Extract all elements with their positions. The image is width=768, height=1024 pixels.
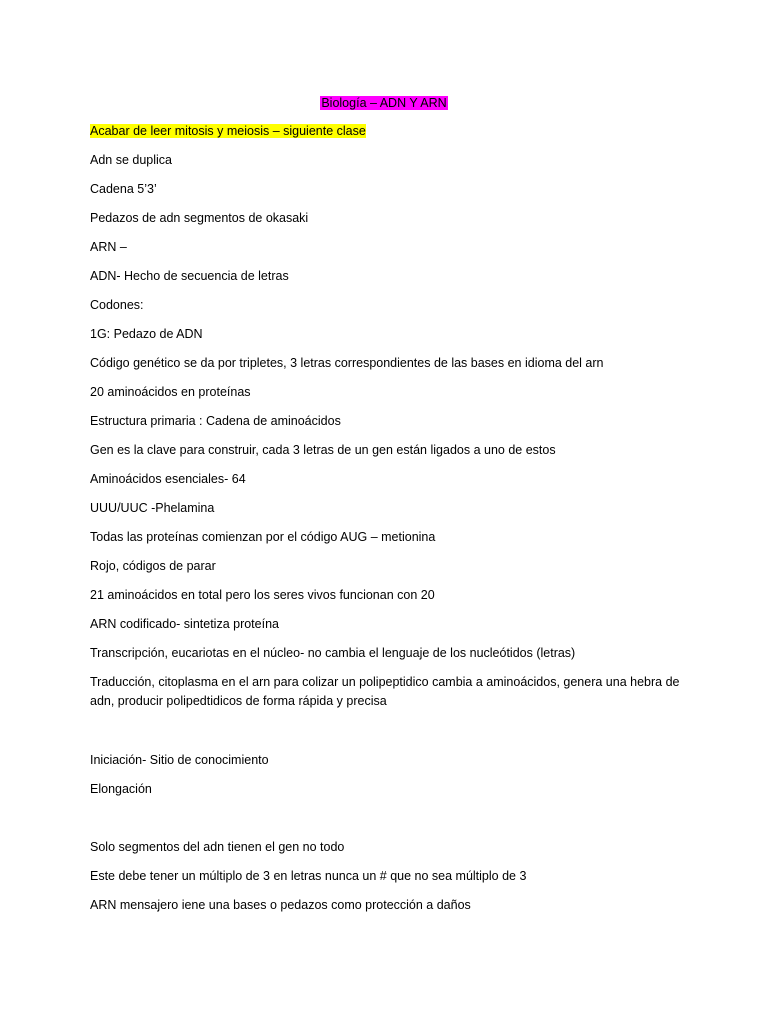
note-line: Cadena 5’3’ — [90, 182, 157, 196]
note-line: Traducción, citoplasma en el arn para colizar un polipeptidico cambia a aminoácidos, genera una hebra de adn, producir polipedtidicos de forma rápida y precisa — [90, 675, 680, 708]
note-line: Estructura primaria : Cadena de aminoácidos — [90, 414, 341, 428]
highlighted-note: Acabar de leer mitosis y meiosis – siguiente clase — [90, 124, 366, 138]
note-line: 1G: Pedazo de ADN — [90, 327, 203, 341]
note-line: Gen es la clave para construir, cada 3 letras de un gen están ligados a uno de estos — [90, 443, 556, 457]
note-line: Aminoácidos esenciales- 64 — [90, 472, 246, 486]
note-line: Codones: — [90, 298, 144, 312]
note-line: Todas las proteínas comienzan por el código AUG – metionina — [90, 530, 436, 544]
note-line: Elongación — [90, 782, 152, 796]
note-line: Este debe tener un múltiplo de 3 en letras nunca un # que no sea múltiplo de 3 — [90, 869, 527, 883]
note-line: Adn se duplica — [90, 153, 173, 167]
note-line — [90, 122, 690, 141]
note-line: ADN- Hecho de secuencia de letras — [90, 269, 289, 283]
note-line: Transcripción, eucariotas en el núcleo- no cambia el lenguaje de los nucleótidos (letras) — [90, 646, 576, 660]
title-highlight: Biología – ADN Y ARN — [321, 96, 447, 110]
note-line: Solo segmentos del adn tienen el gen no todo — [90, 840, 345, 854]
document-title — [0, 94, 768, 112]
note-line: ARN mensajero iene una bases o pedazos como protección a daños — [90, 898, 471, 912]
note-line: UUU/UUC -Phelamina — [90, 501, 215, 515]
note-line: ARN codificado- sintetiza proteína — [90, 617, 279, 631]
note-line: Pedazos de adn segmentos de okasaki — [90, 211, 309, 225]
note-line: ARN – — [90, 240, 127, 254]
note-line: Rojo, códigos de parar — [90, 559, 216, 573]
note-line: 20 aminoácidos en proteínas — [90, 385, 251, 399]
note-line: Iniciación- Sitio de conocimiento — [90, 753, 269, 767]
note-line: 21 aminoácidos en total pero los seres vivos funcionan con 20 — [90, 588, 435, 602]
note-line: Código genético se da por tripletes, 3 letras correspondientes de las bases en idioma del arn — [90, 356, 604, 370]
